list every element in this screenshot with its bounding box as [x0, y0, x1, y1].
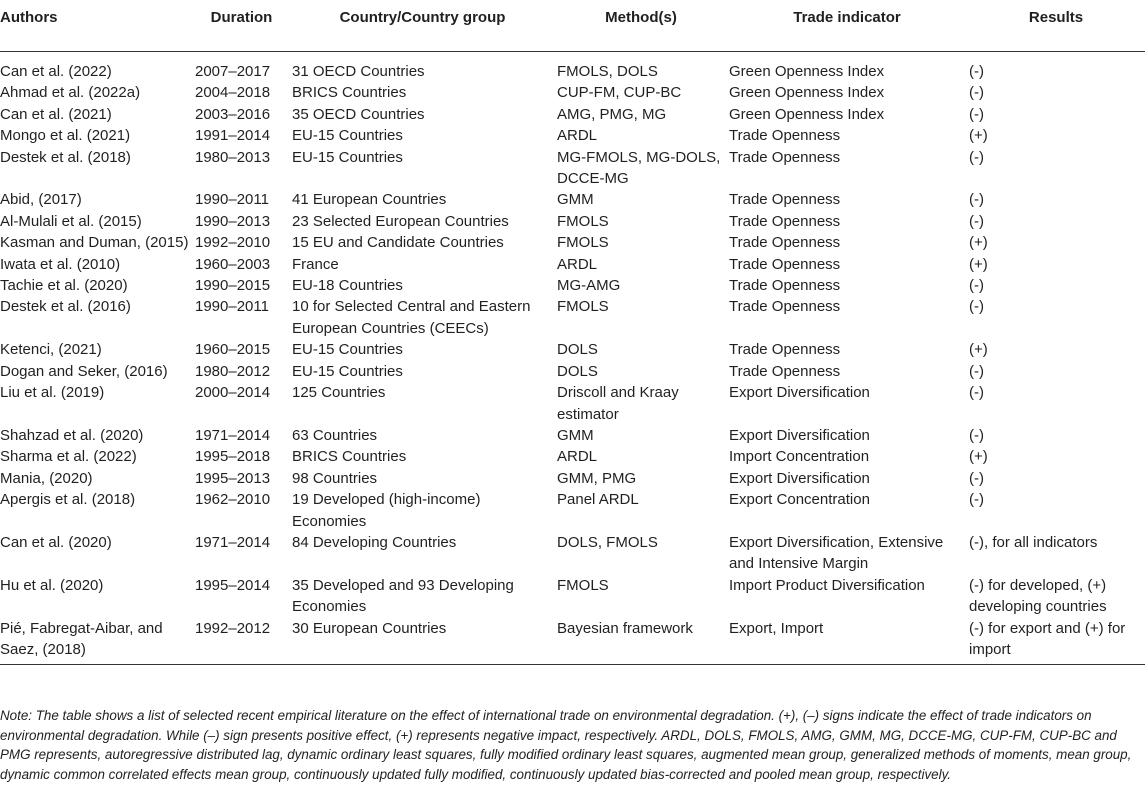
table-row: [0, 232, 1145, 253]
cell-trade-indicator: Export Diversification: [729, 426, 870, 444]
cell-methods: MG-AMG: [557, 277, 621, 295]
cell-authors: Mania, (2020): [0, 469, 93, 487]
cell-trade-indicator: Trade Openness: [729, 148, 841, 166]
header-trade-indicator: Trade indicator: [727, 0, 967, 52]
table-row: [0, 532, 1145, 575]
table-row: [0, 339, 1145, 360]
cell-authors: Abid, (2017): [0, 191, 82, 209]
cell-authors: Destek et al. (2018): [0, 148, 131, 166]
cell-country: France: [292, 255, 339, 273]
cell-trade-indicator: Trade Openness: [729, 127, 841, 145]
cell-authors: Can et al. (2020): [0, 533, 112, 551]
cell-duration: 2004–2018: [195, 84, 271, 102]
cell-results: (+): [969, 341, 988, 359]
cell-methods: FMOLS: [557, 212, 609, 230]
cell-results: (-): [969, 212, 984, 230]
cell-duration: 1990–2015: [195, 277, 271, 295]
cell-duration: 2003–2016: [195, 105, 271, 123]
header-results: Results: [967, 0, 1145, 52]
cell-country: 15 EU and Candidate Countries: [292, 234, 504, 252]
cell-methods: FMOLS: [557, 576, 609, 594]
table-body: [0, 52, 1145, 665]
cell-country: EU-18 Countries: [292, 277, 403, 295]
cell-methods: AMG, PMG, MG: [557, 105, 667, 123]
cell-trade-indicator: Green Openness Index: [729, 105, 885, 123]
cell-results: (-): [969, 384, 984, 402]
cell-duration: 1971–2014: [195, 533, 271, 551]
cell-authors: Kasman and Duman, (2015): [0, 234, 189, 252]
cell-methods: ARDL: [557, 448, 598, 466]
cell-trade-indicator: Trade Openness: [729, 341, 841, 359]
cell-duration: 2000–2014: [195, 384, 271, 402]
cell-methods: GMM: [557, 191, 594, 209]
cell-authors: Pié, Fabregat-Aibar, and Saez, (2018): [0, 619, 163, 658]
table-row: [0, 446, 1145, 467]
cell-country: EU-15 Countries: [292, 341, 403, 359]
cell-country: BRICS Countries: [292, 448, 407, 466]
cell-results: (+): [969, 234, 988, 252]
cell-duration: 1992–2010: [195, 234, 271, 252]
cell-results: (-), for all indicators: [969, 533, 1098, 551]
cell-trade-indicator: Export Diversification, Extensive and Intensive Margin: [729, 533, 944, 573]
cell-duration: 1960–2003: [195, 255, 271, 273]
table-footer-rule: [0, 665, 1145, 668]
cell-results: (+): [969, 127, 988, 145]
cell-trade-indicator: Green Openness Index: [729, 84, 885, 102]
cell-country: BRICS Countries: [292, 84, 407, 102]
cell-results: (-): [969, 298, 984, 316]
table-row: [0, 618, 1145, 665]
cell-country: 35 Developed and 93 Developing Economies: [292, 576, 514, 616]
cell-duration: 1990–2013: [195, 212, 271, 230]
cell-trade-indicator: Trade Openness: [729, 298, 841, 316]
cell-authors: Mongo et al. (2021): [0, 127, 131, 145]
cell-results: (-) for export and (+) for import: [969, 619, 1126, 658]
header-duration: Duration: [193, 0, 290, 52]
cell-trade-indicator: Trade Openness: [729, 277, 841, 295]
cell-country: 23 Selected European Countries: [292, 212, 509, 230]
cell-results: (-): [969, 105, 984, 123]
cell-methods: ARDL: [557, 127, 598, 145]
cell-country: 84 Developing Countries: [292, 533, 457, 551]
table-row: [0, 575, 1145, 618]
cell-trade-indicator: Trade Openness: [729, 255, 841, 273]
cell-trade-indicator: Green Openness Index: [729, 63, 885, 80]
cell-authors: Iwata et al. (2010): [0, 255, 121, 273]
cell-methods: ARDL: [557, 255, 598, 273]
table-row: [0, 211, 1145, 232]
cell-duration: 1980–2012: [195, 362, 271, 380]
table-row: [0, 275, 1145, 296]
header-authors: Authors: [0, 0, 193, 52]
cell-trade-indicator: Export Diversification: [729, 384, 870, 402]
table-row: [0, 82, 1145, 103]
table-row: [0, 361, 1145, 382]
cell-results: (-): [969, 469, 984, 487]
cell-country: 10 for Selected Central and Eastern European Countries (CEECs): [292, 298, 531, 337]
cell-trade-indicator: Export, Import: [729, 619, 824, 637]
table-row: [0, 147, 1145, 190]
cell-duration: 1960–2015: [195, 341, 271, 359]
table-note: Note: The table shows a list of selected recent empirical literature on the effect of international trade on environmental degradation. (+), (–) signs indicate the effect of trade indicators on environmental degradation. While (–) sign presents positive effect, (+) represents negative impact, respectively. ARDL, DOLS, FMOLS, AMG, GMM, MG, DCCE-MG, CUP-FM, CUP-BC and PMG represents, autoregressive distributed lag, dynamic ordinary least squares, fully modified ordinary least squares, augmented mean group, generalized methods of moments, mean group, dynamic common correlated effects mean group, continuously updated fully modified, continuously updated bias-corrected and pooled mean group, respectively.: [0, 708, 1132, 782]
cell-results: (-): [969, 148, 984, 166]
cell-duration: 1962–2010: [195, 491, 271, 509]
cell-duration: 1990–2011: [195, 298, 269, 316]
table-row: [0, 425, 1145, 446]
table-row: [0, 104, 1145, 125]
table-row: [0, 52, 1145, 83]
cell-methods: FMOLS, DOLS: [557, 63, 658, 80]
cell-authors: Destek et al. (2016): [0, 298, 131, 316]
cell-results: (-): [969, 362, 984, 380]
cell-methods: Panel ARDL: [557, 491, 639, 509]
cell-duration: 1995–2014: [195, 576, 271, 594]
cell-results: (-) for developed, (+) developing countries: [969, 576, 1107, 616]
table-row: [0, 489, 1145, 532]
cell-duration: 1980–2013: [195, 148, 271, 166]
cell-country: 125 Countries: [292, 384, 386, 402]
cell-results: (-): [969, 491, 984, 509]
cell-authors: Apergis et al. (2018): [0, 491, 136, 509]
cell-authors: Hu et al. (2020): [0, 576, 104, 594]
table-row: [0, 382, 1145, 425]
cell-results: (-): [969, 63, 984, 80]
cell-methods: Driscoll and Kraay estimator: [557, 384, 679, 423]
cell-trade-indicator: Export Concentration: [729, 491, 870, 509]
cell-results: (-): [969, 84, 984, 102]
cell-country: 31 OECD Countries: [292, 63, 425, 80]
cell-authors: Can et al. (2021): [0, 105, 112, 123]
cell-country: EU-15 Countries: [292, 127, 403, 145]
table-row: [0, 189, 1145, 210]
cell-methods: DOLS: [557, 362, 598, 380]
table-row: [0, 468, 1145, 489]
cell-methods: GMM: [557, 426, 594, 444]
cell-trade-indicator: Trade Openness: [729, 191, 841, 209]
cell-trade-indicator: Import Concentration: [729, 448, 870, 466]
cell-authors: Al-Mulali et al. (2015): [0, 212, 142, 230]
cell-trade-indicator: Export Diversification: [729, 469, 870, 487]
cell-results: (-): [969, 191, 984, 209]
cell-authors: Can et al. (2022): [0, 63, 112, 80]
cell-country: EU-15 Countries: [292, 362, 403, 380]
cell-country: 19 Developed (high-income) Economies: [292, 491, 481, 530]
table-row: [0, 125, 1145, 146]
cell-authors: Sharma et al. (2022): [0, 448, 137, 466]
cell-duration: 1991–2014: [195, 127, 271, 145]
cell-authors: Liu et al. (2019): [0, 384, 105, 402]
cell-country: 63 Countries: [292, 426, 378, 444]
cell-trade-indicator: Trade Openness: [729, 362, 841, 380]
header-country: Country/Country group: [290, 0, 555, 52]
cell-trade-indicator: Import Product Diversification: [729, 576, 925, 594]
cell-country: EU-15 Countries: [292, 148, 403, 166]
table-row: [0, 254, 1145, 275]
cell-duration: 1990–2011: [195, 191, 269, 209]
cell-duration: 1971–2014: [195, 426, 271, 444]
cell-country: 41 European Countries: [292, 191, 447, 209]
cell-methods: GMM, PMG: [557, 469, 637, 487]
table-row: [0, 296, 1145, 339]
cell-results: (+): [969, 448, 988, 466]
table-header: [0, 0, 1145, 52]
cell-duration: 2007–2017: [195, 63, 271, 80]
cell-methods: CUP-FM, CUP-BC: [557, 84, 682, 102]
cell-methods: DOLS: [557, 341, 598, 359]
cell-authors: Tachie et al. (2020): [0, 277, 128, 295]
cell-methods: MG-FMOLS, MG-DOLS, DCCE-MG: [557, 148, 721, 188]
bottom-rule: [0, 665, 1145, 668]
cell-methods: FMOLS: [557, 298, 609, 316]
cell-trade-indicator: Trade Openness: [729, 212, 841, 230]
cell-duration: 1995–2013: [195, 469, 271, 487]
cell-authors: Dogan and Seker, (2016): [0, 362, 168, 380]
cell-results: (-): [969, 277, 984, 295]
cell-methods: DOLS, FMOLS: [557, 533, 658, 551]
cell-methods: Bayesian framework: [557, 619, 693, 637]
cell-country: 30 European Countries: [292, 619, 447, 637]
cell-duration: 1995–2018: [195, 448, 271, 466]
cell-authors: Shahzad et al. (2020): [0, 426, 144, 444]
header-methods: Method(s): [555, 0, 727, 52]
cell-results: (+): [969, 255, 988, 273]
cell-authors: Ahmad et al. (2022a): [0, 84, 141, 102]
cell-authors: Ketenci, (2021): [0, 341, 102, 359]
cell-results: (-): [969, 426, 984, 444]
cell-country: 98 Countries: [292, 469, 378, 487]
cell-duration: 1992–2012: [195, 619, 271, 637]
cell-methods: FMOLS: [557, 234, 609, 252]
header-row: [0, 0, 1145, 52]
cell-trade-indicator: Trade Openness: [729, 234, 841, 252]
cell-country: 35 OECD Countries: [292, 105, 425, 123]
